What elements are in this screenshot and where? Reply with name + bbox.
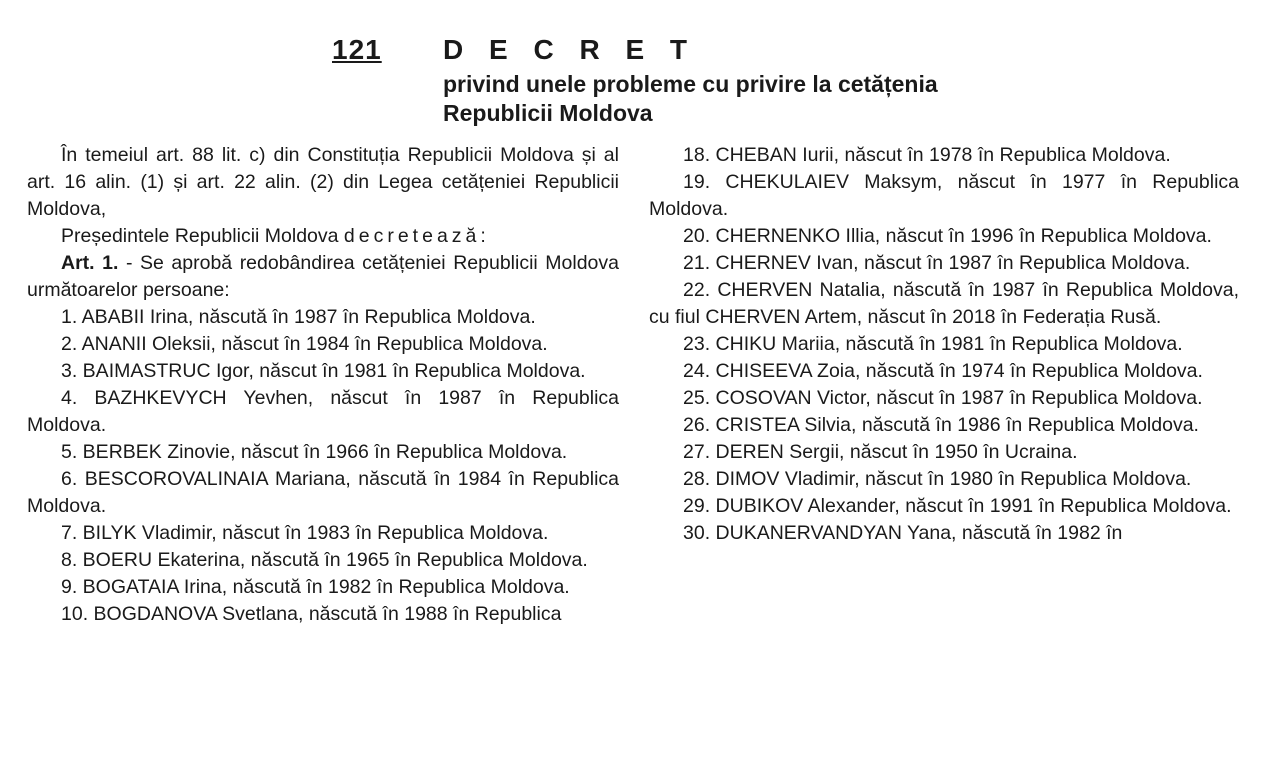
list-item: 6. BESCOROVALINAIA Mariana, născută în 1984 în Republica Moldova. — [27, 468, 619, 517]
person-list-right — [649, 142, 1239, 547]
article-1-paragraph — [27, 250, 619, 304]
legal-basis-paragraph: În temeiul art. 88 lit. c) din Constituția Republicii Moldova și al art. 16 alin. (1) și art. 22 alin. (2) din Legea cetățeniei Republicii Moldova, — [27, 144, 619, 220]
list-item: 30. DUKANERVANDYAN Yana, născută în 1982 în — [683, 522, 1123, 544]
list-item: 29. DUBIKOV Alexander, născut în 1991 în Republica Moldova. — [683, 495, 1232, 517]
decree-subtitle-line2: Republicii Moldova — [443, 100, 653, 126]
list-item: 8. BOERU Ekaterina, născută în 1965 în Republica Moldova. — [61, 549, 588, 571]
list-item: 18. CHEBAN Iurii, născut în 1978 în Republica Moldova. — [683, 144, 1171, 166]
decree-header — [0, 0, 1280, 130]
list-item: 21. CHERNEV Ivan, născut în 1987 în Republica Moldova. — [683, 252, 1191, 274]
list-item: 23. CHIKU Mariia, născută în 1981 în Republica Moldova. — [683, 333, 1183, 355]
list-item: 7. BILYK Vladimir, născut în 1983 în Republica Moldova. — [61, 522, 549, 544]
list-item: 26. CRISTEA Silvia, născută în 1986 în Republica Moldova. — [683, 414, 1199, 436]
decree-subtitle — [443, 70, 1083, 128]
list-item: 20. CHERNENKO Illia, născut în 1996 în Republica Moldova. — [683, 225, 1212, 247]
list-item: 1. ABABII Irina, născută în 1987 în Republica Moldova. — [61, 306, 536, 328]
list-item: 2. ANANII Oleksii, născut în 1984 în Republica Moldova. — [61, 333, 548, 355]
decree-number: 121 — [332, 34, 382, 65]
president-decrees-paragraph — [27, 223, 619, 250]
list-item: 25. COSOVAN Victor, născut în 1987 în Republica Moldova. — [683, 387, 1203, 409]
president-suffix: : — [480, 225, 486, 247]
decree-type: D E C R E T — [443, 34, 697, 65]
article-1-label: Art. 1. — [61, 252, 119, 274]
article-1-text: - Se aprobă redobândirea cetățeniei Republicii Moldova următoarelor persoane: — [27, 252, 619, 301]
list-item: 19. CHEKULAIEV Maksym, născut în 1977 în Republica Moldova. — [649, 171, 1239, 220]
list-item: 3. BAIMASTRUC Igor, născut în 1981 în Republica Moldova. — [61, 360, 586, 382]
decree-subtitle-line1: privind unele probleme cu privire la cetățenia — [443, 71, 938, 97]
list-item: 28. DIMOV Vladimir, născut în 1980 în Republica Moldova. — [683, 468, 1192, 490]
list-item: 4. BAZHKEVYCH Yevhen, născut în 1987 în Republica Moldova. — [27, 387, 619, 436]
list-item: 10. BOGDANOVA Svetlana, născută în 1988 în Republica — [61, 603, 562, 625]
list-item: 22. CHERVEN Natalia, născută în 1987 în Republica Moldova, cu fiul CHERVEN Artem, născut în 2018 în Federația Rusă. — [649, 279, 1239, 328]
list-item: 9. BOGATAIA Irina, născută în 1982 în Republica Moldova. — [61, 576, 570, 598]
right-column — [649, 142, 1239, 547]
list-item: 5. BERBEK Zinovie, născut în 1966 în Republica Moldova. — [61, 441, 568, 463]
list-item: 27. DEREN Sergii, născut în 1950 în Ucraina. — [683, 441, 1078, 463]
left-column — [27, 142, 619, 628]
decrees-verb: decretează — [343, 225, 481, 247]
president-prefix: Președintele Republicii Moldova — [61, 225, 344, 247]
person-list-left — [27, 304, 619, 628]
list-item: 24. CHISEEVA Zoia, născută în 1974 în Republica Moldova. — [683, 360, 1203, 382]
